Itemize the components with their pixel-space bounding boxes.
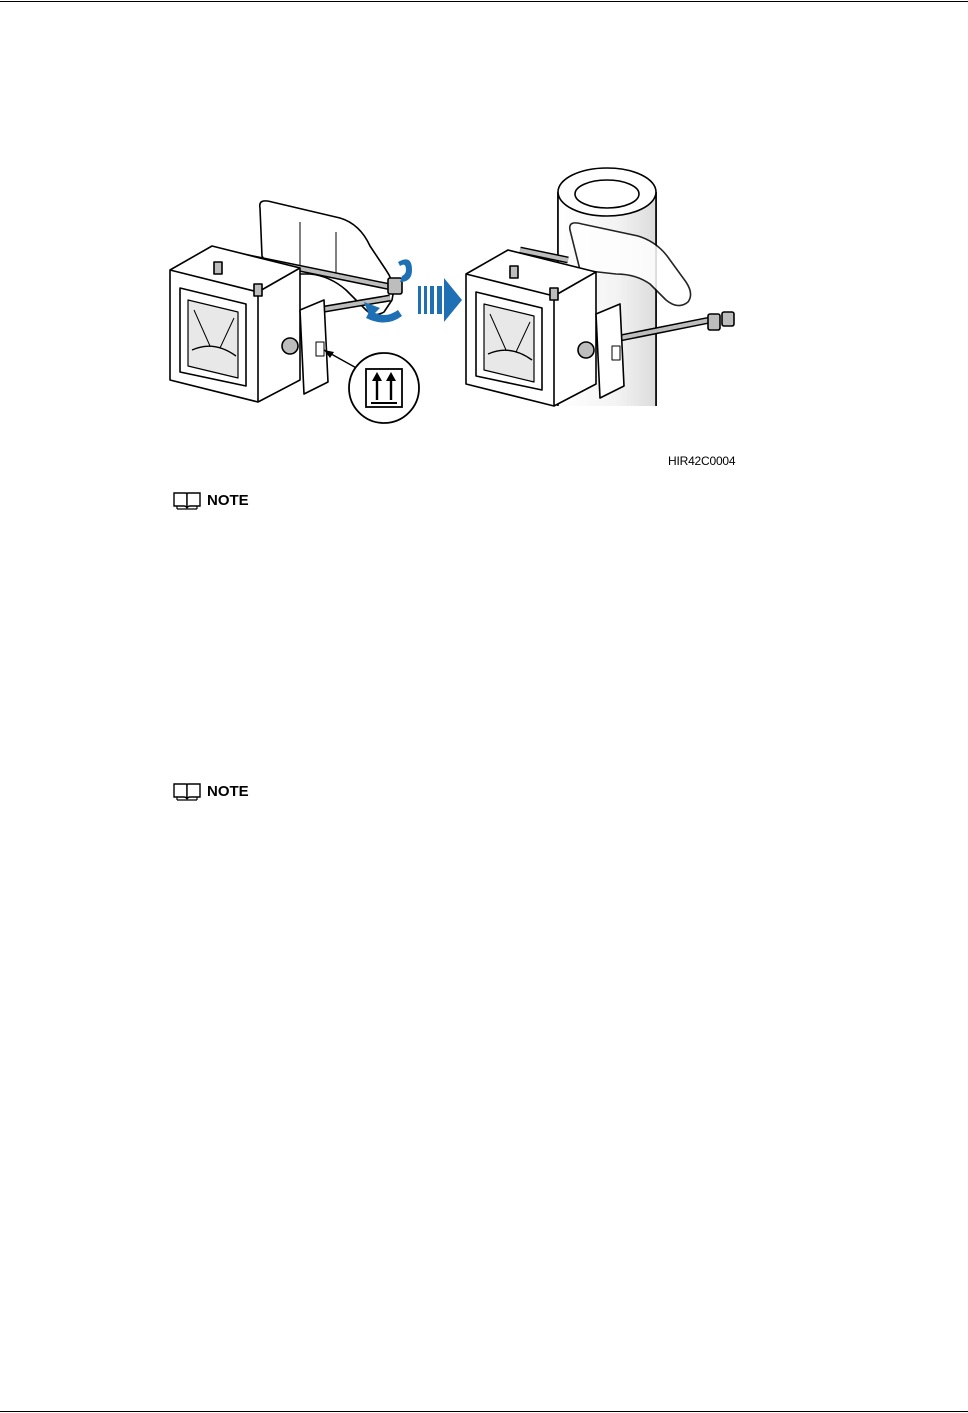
figure-identifier: HIR42C0004 xyxy=(668,454,736,468)
book-icon xyxy=(172,490,202,510)
right-bracket-assembly xyxy=(466,223,734,406)
note-label: NOTE xyxy=(207,491,249,509)
footer-rule xyxy=(0,1411,968,1412)
label-callout xyxy=(324,350,419,423)
header-rule xyxy=(0,1,968,2)
note-label: NOTE xyxy=(207,782,249,800)
note-block xyxy=(172,780,249,802)
book-icon xyxy=(172,781,202,801)
step-arrow-icon xyxy=(418,278,462,322)
up-arrows-label-icon xyxy=(366,369,402,407)
installation-illustration xyxy=(150,150,770,470)
note-block xyxy=(172,489,249,511)
installation-figure xyxy=(150,150,770,470)
